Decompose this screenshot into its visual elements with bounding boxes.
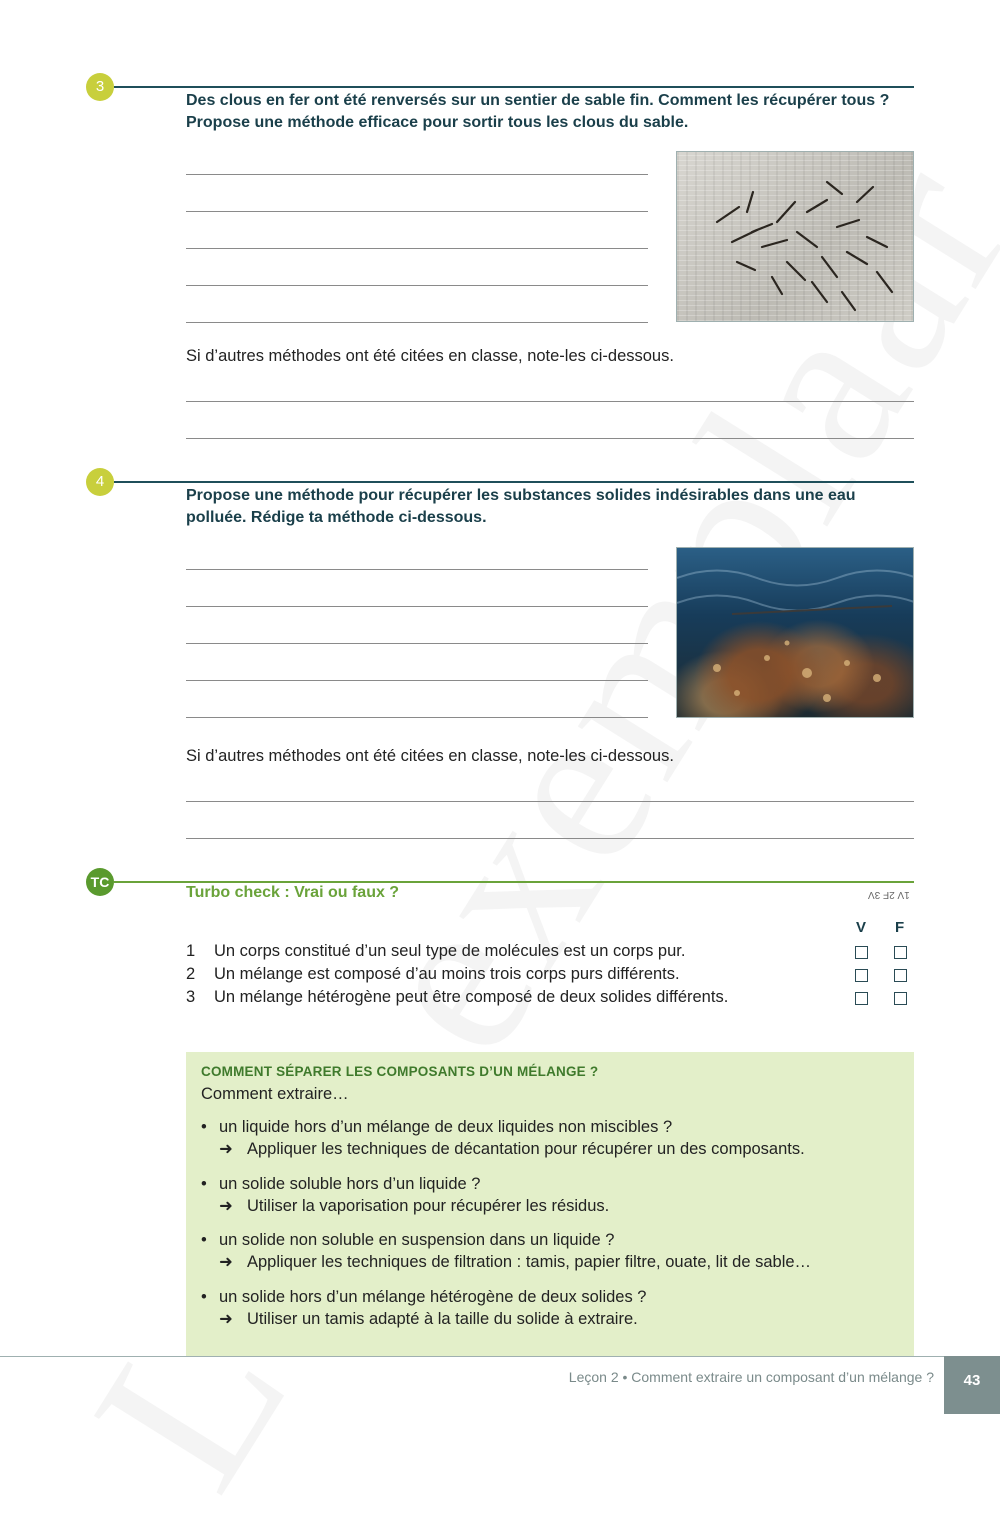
turbo-check-rule <box>114 881 914 883</box>
checkbox-false-1[interactable] <box>894 946 907 959</box>
column-false-header: F <box>895 919 905 936</box>
exercise-4-note: Si d’autres méthodes ont été citées en classe, note-les ci-dessous. <box>186 747 674 765</box>
answer-line[interactable] <box>186 248 648 249</box>
exercise-3-question-line2: Propose une méthode efficace pour sortir tous les clous du sable. <box>186 114 689 131</box>
answer-line[interactable] <box>186 838 914 839</box>
arrow-icon: ➜ <box>219 1253 233 1271</box>
polluted-water-photo <box>676 547 914 718</box>
exercise-3-question-line1: Des clous en fer ont été renversés sur un sentier de sable fin. Comment les récupérer tous ? <box>186 92 890 109</box>
answer-line[interactable] <box>186 569 648 570</box>
answer-line[interactable] <box>186 643 648 644</box>
arrow-icon: ➜ <box>219 1310 233 1328</box>
answer-line[interactable] <box>186 717 648 718</box>
answer-line[interactable] <box>186 285 648 286</box>
exercise-4-question <box>186 485 906 529</box>
answer-line[interactable] <box>186 606 648 607</box>
answer-line[interactable] <box>186 401 914 402</box>
answer-line[interactable] <box>186 801 914 802</box>
true-false-item <box>186 942 685 961</box>
exercise-3-question <box>186 90 906 134</box>
exercise-number-3: 3 <box>86 73 114 101</box>
checkbox-true-3[interactable] <box>855 992 868 1005</box>
summary-title: COMMENT SÉPARER LES COMPOSANTS D’UN MÉLANGE ? <box>201 1064 599 1079</box>
summary-question: • un liquide hors d’un mélange de deux liquides non miscibles ? <box>201 1118 805 1137</box>
footer-lesson-title: Leçon 2 • Comment extraire un composant d’un mélange ? <box>568 1369 934 1385</box>
waves-icon <box>677 548 913 717</box>
summary-answer: Appliquer les techniques de décantation pour récupérer un des composants. <box>247 1140 805 1158</box>
summary-question: • un solide hors d’un mélange hétérogène de deux solides ? <box>201 1288 646 1307</box>
exercise-4-question-line1: Propose une méthode pour récupérer les substances solides indésirables dans une eau <box>186 487 856 504</box>
nails-in-sand-photo <box>676 151 914 322</box>
item-statement: Un mélange hétérogène peut être composé de deux solides différents. <box>214 988 729 1006</box>
summary-question: • un solide soluble hors d’un liquide ? <box>201 1175 609 1194</box>
summary-item <box>201 1175 609 1216</box>
summary-item <box>201 1231 811 1272</box>
summary-item <box>201 1118 805 1159</box>
column-true-header: V <box>856 919 867 936</box>
footer-rule <box>0 1356 944 1357</box>
item-statement: Un corps constitué d’un seul type de molécules est un corps pur. <box>214 942 686 960</box>
summary-answer: Utiliser un tamis adapté à la taille du solide à extraire. <box>247 1310 638 1328</box>
turbo-check-badge: TC <box>86 868 114 896</box>
checkbox-false-2[interactable] <box>894 969 907 982</box>
nails-icon <box>677 152 913 321</box>
exercise-3-rule <box>114 86 914 88</box>
checkbox-false-3[interactable] <box>894 992 907 1005</box>
turbo-check-answer-code: 1V 2F 3V <box>868 889 910 900</box>
summary-answer: Utiliser la vaporisation pour récupérer les résidus. <box>247 1197 610 1215</box>
answer-line[interactable] <box>186 174 648 175</box>
answer-line[interactable] <box>186 680 648 681</box>
item-number: 1 <box>186 942 196 960</box>
checkbox-true-1[interactable] <box>855 946 868 959</box>
item-statement: Un mélange est composé d’au moins trois corps purs différents. <box>214 965 680 983</box>
page-number: 43 <box>944 1356 1000 1414</box>
arrow-icon: ➜ <box>219 1140 233 1158</box>
summary-answer: Appliquer les techniques de filtration : tamis, papier filtre, ouate, lit de sable… <box>247 1253 812 1271</box>
summary-box <box>186 1052 914 1356</box>
summary-subtitle: Comment extraire… <box>201 1085 349 1103</box>
exercise-4-question-line2: polluée. Rédige ta méthode ci-dessous. <box>186 509 487 526</box>
checkbox-true-2[interactable] <box>855 969 868 982</box>
arrow-icon: ➜ <box>219 1197 233 1215</box>
item-number: 2 <box>186 965 196 983</box>
true-false-item <box>186 965 680 984</box>
exercise-3-note: Si d’autres méthodes ont été citées en classe, note-les ci-dessous. <box>186 347 674 365</box>
true-false-item <box>186 988 728 1007</box>
summary-question: • un solide non soluble en suspension dans un liquide ? <box>201 1231 811 1250</box>
answer-line[interactable] <box>186 211 648 212</box>
turbo-check-title: Turbo check : Vrai ou faux ? <box>186 884 400 901</box>
answer-line[interactable] <box>186 322 648 323</box>
exercise-number-4: 4 <box>86 468 114 496</box>
exercise-4-rule <box>114 481 914 483</box>
answer-line[interactable] <box>186 438 914 439</box>
summary-item <box>201 1288 646 1329</box>
item-number: 3 <box>186 988 196 1006</box>
